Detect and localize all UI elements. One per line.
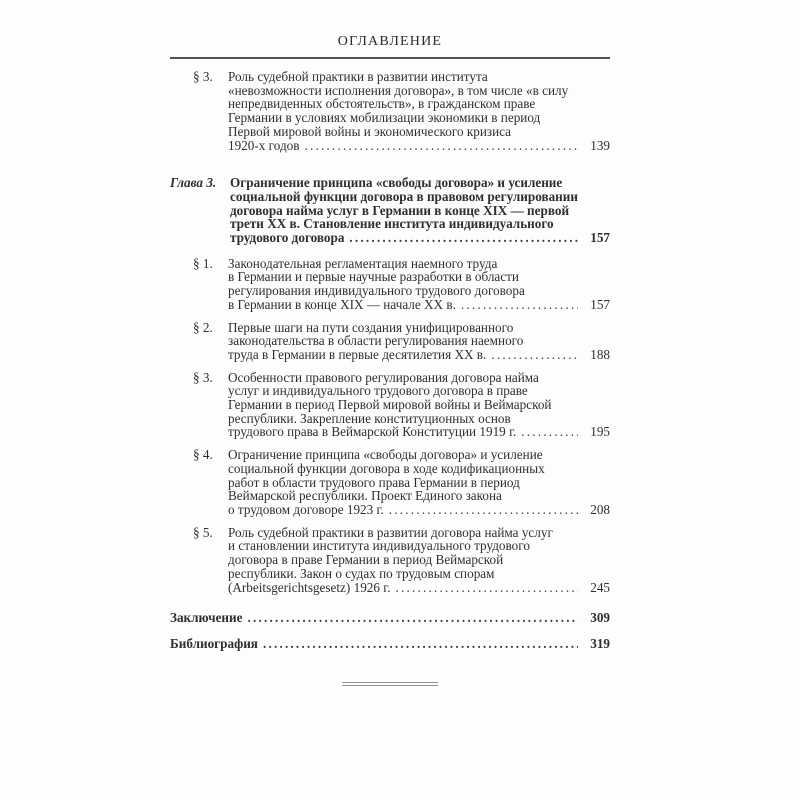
toc-line: Законодательная регламентация наемного труда [228, 255, 498, 271]
toc-line: и становлении института индивидуального трудового [228, 538, 530, 554]
dot-leader [247, 611, 578, 625]
dot-leader [461, 298, 578, 312]
toc-line: договора в праве Германии в период Веймарской [228, 552, 504, 568]
toc-line: республики. Закрепление конституционных основ [228, 410, 511, 426]
toc-line: регулирования индивидуального трудового договора [228, 283, 525, 299]
toc-line-last [228, 348, 610, 362]
toc-line-text: (Arbeitsgerichtsgesetz) 1926 г. [228, 579, 391, 595]
dot-leader [491, 348, 578, 362]
toc-line-text: Библиография [170, 635, 258, 651]
toc-line: Германии в период Первой мировой войны и Веймарской [228, 397, 552, 413]
dot-leader [389, 503, 578, 517]
toc-line: Ограничение принципа «свободы договора» и усиление [230, 175, 563, 191]
toc-line-last [228, 139, 610, 153]
entry-label: § 3. [193, 369, 213, 385]
page-number: 208 [590, 501, 610, 517]
toc-line-text: Заключение [170, 610, 243, 626]
toc-line: «невозможности исполнения договора», в том числе «в силу [228, 82, 569, 98]
page-number: 157 [590, 296, 610, 312]
toc-line: услуг и индивидуального трудового договора в праве [228, 383, 528, 399]
toc-line: в Германии и первые научные разработки в области [228, 269, 519, 285]
page-number: 195 [590, 424, 610, 440]
toc-line-last [228, 503, 610, 517]
toc-line: социальной функции договора в ходе кодификационных [228, 460, 545, 476]
toc-line: республики. Закон о судах по трудовым спорам [228, 565, 495, 581]
toc-line: Особенности правового регулирования договора найма [228, 369, 539, 385]
toc-line-text: о трудовом договоре 1923 г. [228, 501, 384, 517]
toc-line-text: трудового договора [230, 230, 345, 246]
page-number: 157 [590, 230, 610, 246]
page-number: 309 [590, 610, 610, 626]
toc-line: Роль судебной практики в развитии договора найма услуг [228, 524, 553, 540]
toc-entry [170, 526, 610, 595]
toc-line-text: трудового права в Веймарской Конституции 1919 г. [228, 424, 517, 440]
toc-line: Первой мировой войны и экономического кризиса [228, 123, 512, 139]
toc-entries [170, 70, 610, 651]
toc-entry [170, 611, 610, 625]
toc-entry [170, 448, 610, 517]
toc-line: Веймарской республики. Проект Единого закона [228, 488, 502, 504]
entry-body [228, 526, 610, 595]
entry-body [230, 176, 610, 245]
entry-body [228, 257, 610, 312]
dot-leader [304, 139, 578, 153]
toc-entry [170, 257, 610, 312]
dot-leader [396, 581, 579, 595]
title-rule [170, 57, 610, 59]
end-of-book-divider [342, 682, 438, 686]
toc-line-last [170, 637, 610, 651]
dot-leader [349, 231, 578, 245]
entry-label: Глава 3. [170, 175, 217, 191]
page-number: 319 [590, 635, 610, 651]
toc-line: трети XX в. Становление института индивидуального [230, 216, 554, 232]
page-number: 245 [590, 579, 610, 595]
toc-entry [170, 321, 610, 362]
toc-line: договора найма услуг в Германии в конце XIX — первой [230, 202, 570, 218]
toc-page [170, 34, 610, 686]
toc-entry [170, 176, 610, 245]
dot-leader [263, 637, 578, 651]
toc-line-last [228, 581, 610, 595]
toc-line: законодательства в области регулирования наемного [228, 333, 524, 349]
entry-label: § 1. [193, 255, 213, 271]
entry-body [228, 321, 610, 362]
page-number: 188 [590, 346, 610, 362]
toc-line-last [228, 298, 610, 312]
entry-label: § 3. [193, 69, 213, 84]
toc-line: социальной функции договора в правовом регулировании [230, 188, 578, 204]
toc-entry [170, 371, 610, 440]
entry-body [228, 448, 610, 517]
toc-line-text: 1920-х годов [228, 137, 300, 153]
toc-entry [170, 637, 610, 651]
toc-line-last [170, 611, 610, 625]
page-number: 139 [590, 137, 610, 153]
entry-body [170, 637, 610, 651]
entry-label: § 4. [193, 447, 213, 463]
toc-line: непредвиденных обстоятельств», в гражданском праве [228, 96, 536, 112]
dot-leader [521, 425, 578, 439]
toc-line-last [230, 231, 610, 245]
toc-line-text: труда в Германии в первые десятилетия XX в. [228, 346, 487, 362]
toc-line-last [228, 425, 610, 439]
toc-line: Роль судебной практики в развитии института [228, 69, 488, 84]
entry-label: § 5. [193, 524, 213, 540]
toc-entry [170, 70, 610, 152]
entry-body [228, 371, 610, 440]
entry-body [170, 611, 610, 625]
entry-label: § 2. [193, 319, 213, 335]
toc-line: Германии в условиях мобилизации экономики в период [228, 110, 541, 126]
toc-line: Ограничение принципа «свободы договора» и усиление [228, 447, 543, 463]
toc-line: работ в области трудового права Германии в период [228, 474, 520, 490]
page-title: ОГЛАВЛЕНИЕ [337, 34, 443, 49]
toc-line: Первые шаги на пути создания унифицированного [228, 319, 514, 335]
toc-line-text: в Германии в конце XIX — начале XX в. [228, 296, 456, 312]
entry-body [228, 70, 610, 152]
